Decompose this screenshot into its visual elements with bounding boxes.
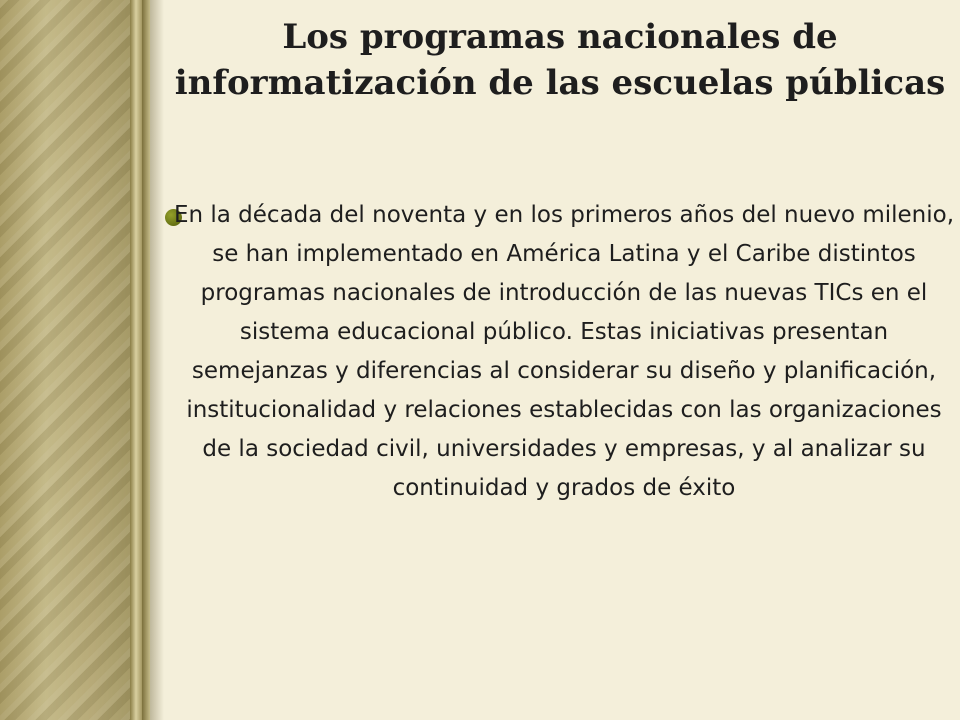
decorative-edge-stripe <box>130 0 142 720</box>
slide-title: Los programas nacionales de informatización de las escuelas públicas <box>174 17 946 103</box>
decorative-side-panel <box>0 0 130 720</box>
decorative-edge-shadow <box>150 0 164 720</box>
decorative-edge-stripe-dark <box>142 0 150 720</box>
bullet-text: En la década del noventa y en los primeros años del nuevo milenio, se han implementado en América Latina y el Caribe distintos programas nacionales de introducción de las nuevas TICs en el sistema educacional público. Estas iniciativas presentan semejanzas y diferencias al considerar su diseño y planificación, institucionalidad y relaciones establecidas con las organizaciones de la sociedad civil, universidades y empresas, y al analizar su continuidad y grados de éxito <box>173 202 955 501</box>
